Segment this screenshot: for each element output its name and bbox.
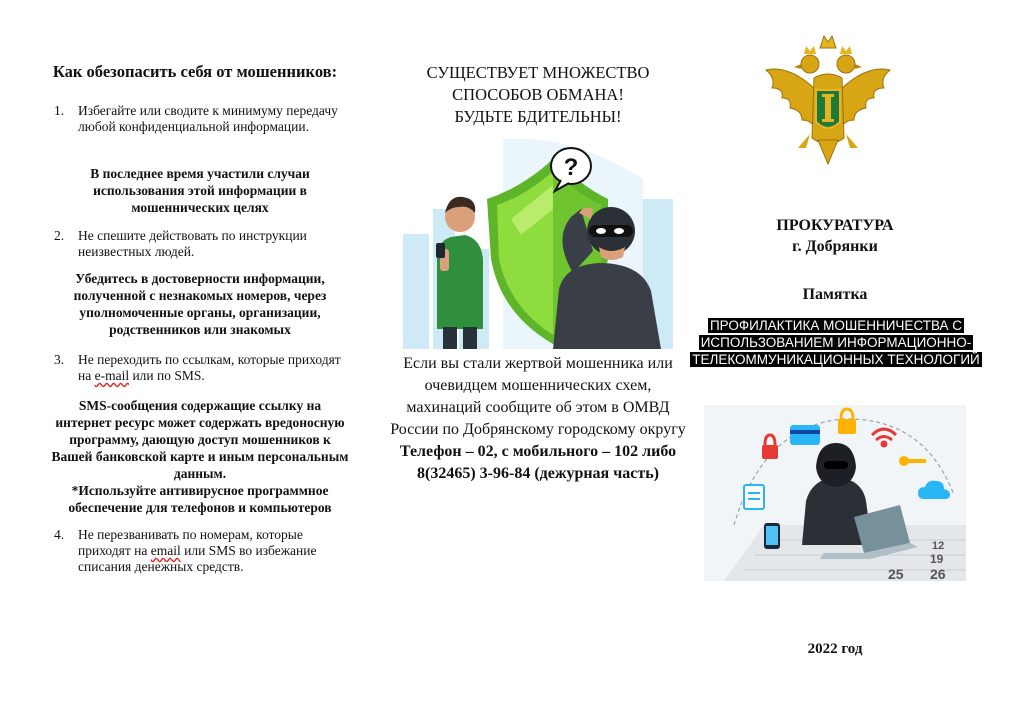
report-info: [388, 353, 688, 485]
report-instructions: Если вы стали жертвой мошенника или очевидцем мошеннических схем, махинаций сообщите об этом в ОМВД России по Добрянскому городскому округу: [390, 355, 686, 438]
tip-text: Не спешите действовать по инструкции неизвестных людей.: [78, 228, 307, 259]
tip-item-2: [54, 228, 344, 260]
fraud-scene-illustration: [403, 139, 673, 349]
credit-card-icon: [790, 425, 820, 445]
safety-heading: Как обезопасить себя от мошенников:: [52, 62, 338, 81]
middle-panel: [388, 0, 688, 720]
tip-number: 4.: [54, 527, 65, 542]
calendar-number: 19: [930, 552, 944, 566]
warning-note-2: Убедитесь в достоверности информации, полученной с незнакомых номеров, через уполномоченные органы, организации, родственников или знакомых: [73, 271, 327, 337]
tip-text: [78, 527, 344, 575]
fraud-warning-heading: СУЩЕСТВУЕТ МНОЖЕСТВО СПОСОБОВ ОБМАНА! БУДЬТЕ БДИТЕЛЬНЫ!: [426, 63, 650, 126]
tip-text: Избегайте или сводите к минимуму передачу любой конфиденциальной информации.: [78, 103, 338, 134]
warning-note-3: SMS-сообщения содержащие ссылку на интернет ресурс может содержать вредоносную программу, дающую доступ мошенников к Вашей банковской карте и иным персональным данным.: [51, 398, 349, 481]
warning-note-1: В последнее время участили случаи использования этой информации в мошеннических целях: [90, 166, 310, 215]
calendar-number: 12: [932, 540, 945, 552]
tip-text-end: или по SMS.: [129, 368, 205, 383]
tip-item-1: [54, 103, 344, 135]
document-icon: [744, 485, 764, 509]
right-panel: [690, 0, 990, 720]
phone-icon: [764, 523, 780, 549]
antivirus-note: *Используйте антивирусное программное обеспечение для телефонов и компьютеров: [68, 483, 332, 515]
tip-number: 3.: [54, 352, 65, 367]
calendar-number: 26: [930, 566, 946, 581]
tip-text: [78, 352, 344, 384]
topic-text: ПРОФИЛАКТИКА МОШЕННИЧЕСТВА С ИСПОЛЬЗОВАНИЕМ ИНФОРМАЦИОННО-ТЕЛЕКОММУНИКАЦИОННЫХ ТЕХНОЛОГИЙ: [692, 318, 980, 367]
tip-item-3: [54, 352, 344, 384]
tip-item-4: [54, 527, 344, 575]
topic-banner: [690, 317, 982, 368]
email-word: e-mail: [94, 368, 130, 383]
double-headed-eagle-emblem-icon: [762, 34, 894, 174]
question-mark: ?: [563, 154, 579, 181]
publication-year: 2022 год: [807, 641, 863, 657]
tip-number: 1.: [54, 103, 65, 118]
phone-contacts: Телефон – 02, с мобильного – 102 либо 8(32465) 3-96-84 (дежурная часть): [399, 443, 677, 482]
tip-number: 2.: [54, 228, 65, 243]
tip-text-start: Не переходить по ссылкам, которые приходят на: [78, 352, 341, 383]
calendar-number: 25: [888, 566, 904, 581]
tip-text-start: Не перезванивать по номерам, которые приходят на: [78, 527, 303, 558]
tip-text-end: или SMS во избежание списания денежных средств.: [78, 543, 317, 574]
hacker-laptop-illustration: [704, 405, 966, 581]
memo-title: Памятка: [802, 286, 868, 303]
left-panel: [30, 0, 350, 720]
email-word: email: [150, 543, 181, 558]
organization-name: ПРОКУРАТУРА г. Добрянки: [776, 217, 894, 255]
